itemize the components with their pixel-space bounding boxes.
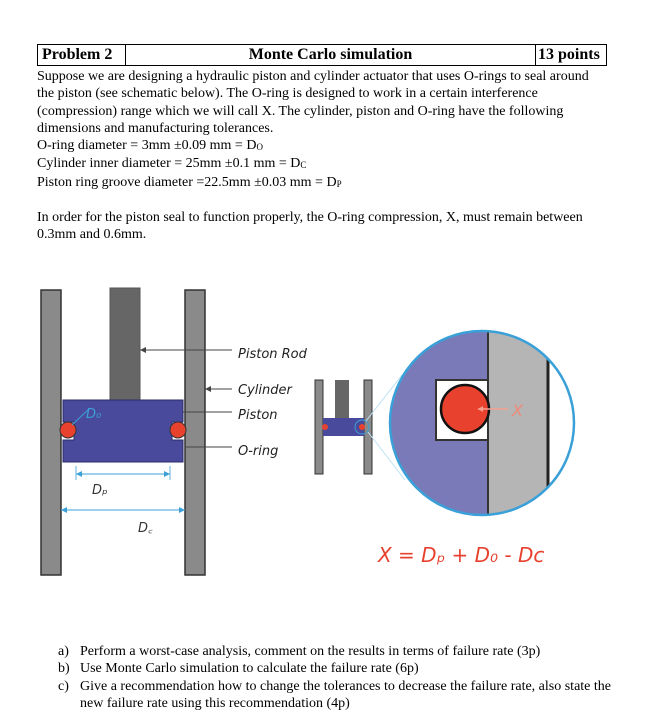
label-oring: O-ring bbox=[238, 444, 279, 459]
cylinder-spec: Cylinder inner diameter = 25mm ±0.1 mm = $D_C$ bbox=[37, 156, 307, 172]
zoom-detail bbox=[380, 320, 590, 530]
dc-label: D꜀ bbox=[138, 521, 153, 536]
cylinder-wall-right bbox=[185, 290, 205, 575]
oring-spec: O-ring diameter = 3mm ±0.09 mm = $D_O$ bbox=[37, 138, 263, 154]
small-wall-left bbox=[315, 380, 323, 474]
cylinder-wall-left bbox=[41, 290, 61, 575]
small-oring-left bbox=[322, 424, 328, 430]
groove-spec: Piston ring groove diameter =22.5mm ±0.03 mm = $D_P$ bbox=[37, 174, 342, 190]
label-piston-rod: Piston Rod bbox=[238, 347, 307, 362]
compression-equation: X = Dₚ + D₀ - Dc bbox=[378, 543, 545, 567]
small-oring-right bbox=[359, 424, 365, 430]
intro-paragraph: Suppose we are designing a hydraulic piston and cylinder actuator that uses O-rings to seal around the piston (see schematic below). The O-ring is designed to work in a certain interference (compression) range which we will call X. The cylinder, piston and O-ring have the following dimensions and manufacturing tolerances. bbox=[37, 69, 589, 136]
piston-rod bbox=[110, 288, 140, 402]
do-label: D₀ bbox=[86, 407, 102, 422]
actuator-schematic bbox=[0, 280, 658, 580]
requirement-text: In order for the piston seal to function properly, the O-ring compression, X, must remain between 0.3mm and 0.6mm. bbox=[37, 210, 583, 243]
label-piston: Piston bbox=[238, 408, 278, 423]
label-cylinder: Cylinder bbox=[238, 383, 292, 398]
oring-right bbox=[170, 422, 186, 438]
small-piston bbox=[323, 418, 364, 436]
problem-title: Monte Carlo simulation bbox=[248, 46, 413, 63]
problem-statement bbox=[37, 68, 607, 244]
problem-header bbox=[37, 44, 607, 66]
problem-points: 13 points bbox=[535, 45, 606, 65]
problem-number: Problem 2 bbox=[38, 45, 126, 65]
question-item: b) Use Monte Carlo simulation to calculate the failure rate (6p) bbox=[58, 661, 419, 677]
oring-left bbox=[60, 422, 76, 438]
small-wall-right bbox=[364, 380, 372, 474]
question-item: a) Perform a worst-case analysis, comment on the results in terms of failure rate (3p) bbox=[58, 644, 541, 659]
piston bbox=[63, 400, 183, 462]
small-rod bbox=[335, 380, 349, 418]
zoom-x-label: X bbox=[512, 401, 523, 420]
dp-label: Dₚ bbox=[92, 483, 108, 498]
question-item: c) Give a recommendation how to change the tolerances to decrease the failure rate, also state the new failure rate using this recommendation (4p) bbox=[58, 678, 611, 711]
question-list bbox=[58, 643, 618, 712]
